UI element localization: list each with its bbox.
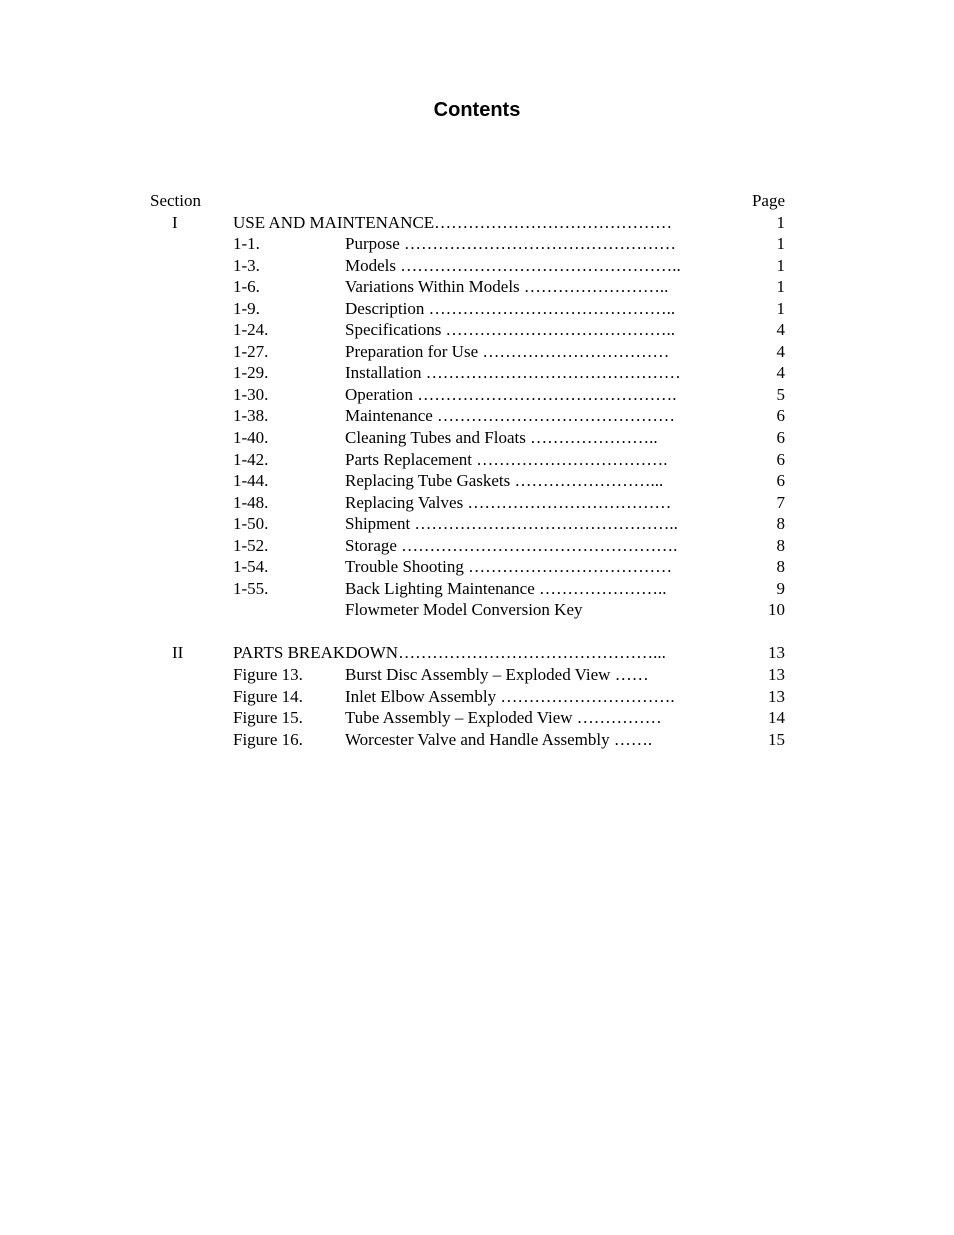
section-spacer [0, 621, 954, 643]
toc-entry-row [0, 686, 954, 708]
toc-entry-row [0, 535, 954, 557]
toc-entry-row [0, 470, 954, 492]
entry-number: 1-50. [233, 514, 269, 534]
entry-number: Figure 15. [233, 708, 303, 728]
toc-entry-row [0, 405, 954, 427]
toc-entry-row [0, 513, 954, 535]
section-title: USE AND MAINTENANCE…………………………………… [233, 212, 673, 232]
toc-entry-row [0, 449, 954, 471]
entry-number: 1-40. [233, 428, 269, 448]
entry-page-number: 7 [776, 492, 785, 512]
entry-title: Specifications ………………………………….. [345, 320, 676, 340]
entry-number: 1-3. [233, 255, 260, 275]
entry-title: Description …………………………………….. [345, 298, 676, 318]
entry-title: Storage …………………………………………. [345, 535, 678, 555]
entry-page-number: 4 [776, 320, 785, 340]
toc-entry-row [0, 599, 954, 621]
toc-entry-row [0, 362, 954, 384]
entry-number: 1-52. [233, 535, 269, 555]
entry-title: Back Lighting Maintenance ………………….. [345, 578, 667, 598]
entry-title: Replacing Valves ……………………………… [345, 492, 672, 512]
entry-number: 1-55. [233, 578, 269, 598]
entry-number: 1-1. [233, 234, 260, 254]
toc-entry-row [0, 492, 954, 514]
entry-title: Preparation for Use …………………………… [345, 341, 670, 361]
toc-entry-row [0, 276, 954, 298]
toc-entry-row [0, 384, 954, 406]
entry-title: Purpose ………………………………………… [345, 234, 677, 254]
entry-title: Models ………………………………………….. [345, 255, 681, 275]
entry-page-number: 13 [768, 665, 785, 685]
toc-entry-row [0, 298, 954, 320]
toc-entry-row [0, 729, 954, 751]
entry-title: Cleaning Tubes and Floats ………………….. [345, 428, 658, 448]
section-page-number: 13 [768, 643, 785, 663]
entry-page-number: 1 [776, 234, 785, 254]
entry-page-number: 14 [768, 708, 785, 728]
entry-title: Tube Assembly – Exploded View …………… [345, 708, 662, 728]
toc-entry-row [0, 556, 954, 578]
entry-title: Maintenance …………………………………… [345, 406, 676, 426]
entry-page-number: 10 [768, 600, 785, 620]
entry-page-number: 1 [776, 277, 785, 297]
entry-number: Figure 13. [233, 665, 303, 685]
toc-entry-row [0, 707, 954, 729]
entry-number: 1-24. [233, 320, 269, 340]
entry-title: Flowmeter Model Conversion Key [345, 600, 583, 620]
toc-section-row [0, 642, 954, 664]
toc-entry-row [0, 664, 954, 686]
toc-section-row [0, 212, 954, 234]
entry-page-number: 5 [776, 384, 785, 404]
entry-page-number: 6 [776, 428, 785, 448]
entry-title: Trouble Shooting ……………………………… [345, 557, 673, 577]
entry-title: Replacing Tube Gaskets ……………………... [345, 471, 664, 491]
toc-header-row [0, 190, 954, 212]
entry-number: 1-30. [233, 384, 269, 404]
entry-title: Operation ………………………………………. [345, 384, 677, 404]
entry-number: 1-29. [233, 363, 269, 383]
toc-sections [0, 212, 954, 751]
entry-page-number: 8 [776, 514, 785, 534]
entry-number: 1-27. [233, 341, 269, 361]
entry-page-number: 1 [776, 298, 785, 318]
entry-page-number: 4 [776, 363, 785, 383]
entry-title: Worcester Valve and Handle Assembly ……. [345, 729, 653, 749]
table-of-contents [0, 190, 954, 750]
section-numeral: I [172, 212, 178, 232]
page-title: Contents [433, 99, 521, 121]
toc-entry-row [0, 578, 954, 600]
entry-title: Shipment ……………………………………….. [345, 514, 678, 534]
entry-page-number: 15 [768, 729, 785, 749]
toc-entry-row [0, 341, 954, 363]
entry-title: Variations Within Models …………………….. [345, 277, 669, 297]
entry-page-number: 4 [776, 341, 785, 361]
entry-title: Parts Replacement ……………………………. [345, 449, 668, 469]
entry-number: 1-38. [233, 406, 269, 426]
entry-number: 1-6. [233, 277, 260, 297]
entry-number: 1-42. [233, 449, 269, 469]
entry-page-number: 13 [768, 686, 785, 706]
page-column-label: Page [751, 191, 785, 210]
entry-page-number: 6 [776, 449, 785, 469]
section-title: PARTS BREAKDOWN………………………………………... [233, 643, 666, 663]
section-column-label: Section [150, 191, 201, 210]
entry-page-number: 9 [776, 578, 785, 598]
toc-entry-row [0, 233, 954, 255]
entry-title: Installation ……………………………………… [345, 363, 681, 383]
entry-number: 1-9. [233, 298, 260, 318]
entry-number: 1-54. [233, 557, 269, 577]
entry-title: Inlet Elbow Assembly …………………………. [345, 686, 675, 706]
entry-number: 1-48. [233, 492, 269, 512]
section-page-number: 1 [776, 212, 785, 232]
entry-number: Figure 16. [233, 729, 303, 749]
entry-number: 1-44. [233, 471, 269, 491]
entry-page-number: 1 [776, 255, 785, 275]
toc-entry-row [0, 427, 954, 449]
entry-page-number: 6 [776, 471, 785, 491]
toc-entry-row [0, 319, 954, 341]
entry-page-number: 8 [776, 557, 785, 577]
entry-number: Figure 14. [233, 686, 303, 706]
toc-entry-row [0, 255, 954, 277]
entry-title: Burst Disc Assembly – Exploded View …… [345, 665, 649, 685]
section-numeral: II [172, 643, 184, 663]
entry-page-number: 8 [776, 535, 785, 555]
entry-page-number: 6 [776, 406, 785, 426]
